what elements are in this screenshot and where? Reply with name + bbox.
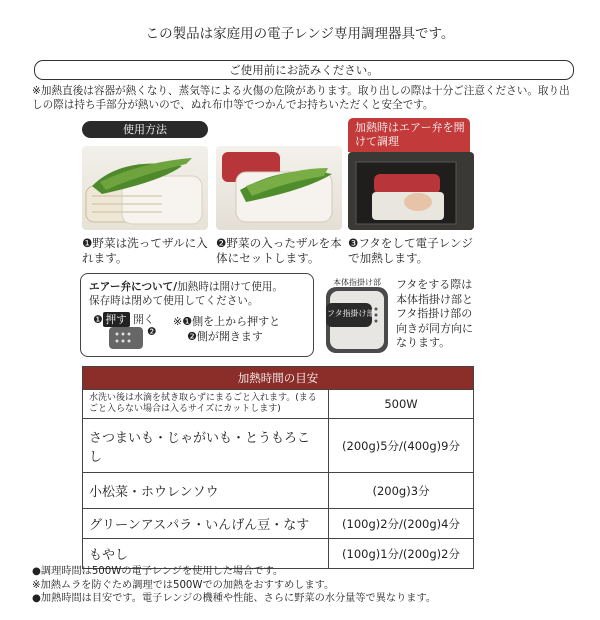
table-row-food: もやし bbox=[83, 539, 329, 569]
table-row-time: (200g)3分 bbox=[329, 473, 474, 509]
hook-main-label: 本体指掛け部 bbox=[333, 278, 381, 287]
air-valve-text1: 加熱時は開けて使用。 bbox=[177, 281, 284, 293]
air-valve-heading: エアー弁について/ bbox=[89, 281, 178, 293]
table-row-food: さつまいも・じゃがいも・とうもろこし bbox=[83, 419, 329, 473]
footnote: ※加熱ムラを防ぐため調理では500Wでの加熱をおすすめします。 bbox=[32, 579, 335, 591]
heating-time-table bbox=[82, 366, 474, 569]
air-valve-diagram-labels bbox=[93, 312, 154, 327]
table-wattage: 500W bbox=[329, 390, 474, 419]
open-label: 開く bbox=[133, 314, 155, 326]
footnote: ●加熱時間は目安です。電子レンジの機種や性能、さらに野菜の水分量等で異なります。 bbox=[32, 593, 437, 604]
footnote: ●調理時間は500Wの電子レンジを使用した場合です。 bbox=[32, 566, 284, 577]
step-2-text: ❷野菜の入ったザルを本体にセットします。 bbox=[216, 236, 342, 265]
air-valve-description bbox=[89, 280, 283, 308]
air-valve-box bbox=[80, 273, 314, 357]
notice-header: ご使用前にお読みください。 bbox=[34, 60, 574, 80]
lid-instruction: フタをする際は本体指掛け部とフタ指掛け部の向きが同方向になります。 bbox=[396, 278, 473, 349]
table-row-time: (100g)2分/(200g)4分 bbox=[329, 509, 474, 539]
table-header: 加熱時間の目安 bbox=[83, 367, 474, 390]
mark-2: ❷ bbox=[147, 326, 157, 338]
photo-colander-in-base bbox=[216, 146, 342, 230]
page-title: この製品は家庭用の電子レンジ専用調理器具です。 bbox=[145, 26, 455, 42]
air-valve-icon bbox=[109, 327, 143, 349]
step-1-text: ❶野菜は洗ってザルに入れます。 bbox=[82, 236, 208, 265]
photo-colander bbox=[82, 146, 208, 230]
push-label: 押す bbox=[103, 312, 130, 327]
warning-text: ※加熱直後は容器が熱くなり、蒸気等による火傷の危険があります。取り出しの際は十分ご注意ください。取り出しの際は持ち手部分が熱いので、ぬれ布巾等でつかんでお持ちいただくと安全です。 bbox=[32, 85, 570, 111]
usage-label: 使用方法 bbox=[82, 121, 208, 138]
photo-microwave bbox=[348, 152, 474, 230]
table-note: 水洗い後は水滴を拭き取らずにまるごと入れます。(まるごと入らない場合は入るサイズにカットします) bbox=[83, 390, 329, 419]
table-row-food: グリーンアスパラ・いんげん豆・なす bbox=[83, 509, 329, 539]
table-row-time: (200g)5分/(400g)9分 bbox=[329, 419, 474, 473]
table-row-food: 小松菜・ホウレンソウ bbox=[83, 473, 329, 509]
air-valve-instruction: ※❶側を上から押すと ❷側が開きます bbox=[173, 315, 281, 343]
footnotes bbox=[32, 565, 592, 606]
heating-label: 加熱時はエアー弁を開けて調理 bbox=[348, 118, 470, 152]
table-row-time: (100g)1分/(200g)2分 bbox=[329, 539, 474, 569]
step-3-text: ❸フタをして電子レンジで加熱します。 bbox=[348, 236, 473, 265]
mark-1: ❶ bbox=[93, 314, 103, 326]
air-valve-text2: 保存時は閉めて使用してください。 bbox=[89, 295, 259, 307]
hook-lid-label: フタ指掛け部 bbox=[327, 309, 375, 318]
